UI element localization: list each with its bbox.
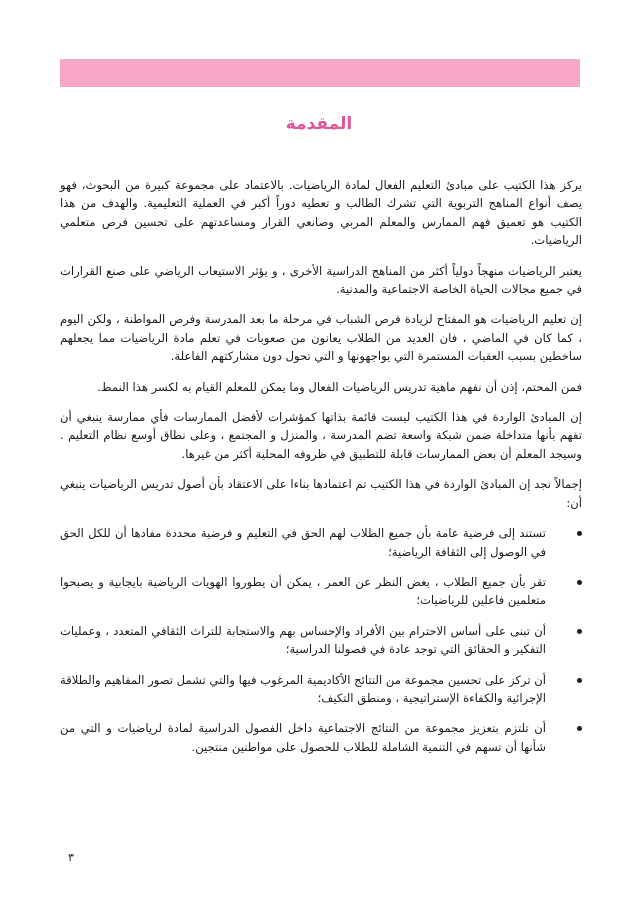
- paragraph: فمن المحتم، إذن أن نفهم ماهية تدريس الرياضيات الفعال وما يمكن للمعلم القيام به لكسر هذا النمط.: [97, 379, 582, 394]
- principles-list: [60, 524, 582, 756]
- paragraph: إجمالاً نجد إن المبادئ الواردة في هذا الكتيب تم اعتمادها بناءا على الاعتقاد بأن أصول تدريس الرياضيات ينبغي أن:: [60, 477, 582, 510]
- list-item: [60, 671, 582, 708]
- body-content: [60, 176, 582, 768]
- list-item: [60, 524, 582, 561]
- list-item-text: أن تركز على تحسين مجموعة من النتائج الأكاديمية المرغوب فيها والتي تشمل تصور المفاهيم والطلاقة الإجرائية والكفاءة الإستراتيجية ، ومنطق التكيف؛: [60, 672, 546, 705]
- list-item-text: أن تلتزم بتعزيز مجموعة من النتائج الاجتماعية داخل الفصول الدراسية لمادة لرياضيات و التي من شأنها أن تسهم في التنمية الشاملة للطلاب للحصول على مواطنين منتجين.: [60, 721, 546, 754]
- bullet-icon: [577, 678, 582, 683]
- list-item-text: تقر بأن جميع الطلاب ، بغض النظر عن العمر ، يمكن أن يطوروا الهويات الرياضية بايجابية و يصبحوا متعلمين فاعلين للرياضيات؛: [60, 574, 546, 608]
- list-item: [60, 573, 582, 610]
- list-item-text: أن تبنى على أساس الاحترام بين الأفراد والإحساس بهم والاستجابة للتراث الثقافي المتعدد ، وعمليات التفكير و الحقائق التي توجد عادة في فصولنا الدراسية؛: [60, 623, 546, 657]
- paragraph: إن تعليم الرياضيات هو المفتاح لزيادة فرص الشباب في مرحلة ما بعد المدرسة وفرص المواطنة ، ولكن اليوم ، كما كان في الماضي ، فان العديد من الطلاب يعانون من صعوبات في تعلم مادة الرياضيات مما يجعلهم ساخطين بسبب العقبات المستمرة التي يواجهونها و التي تحول دون مشاركتهم الفاعلة.: [60, 312, 582, 364]
- bullet-icon: [577, 531, 582, 536]
- paragraph: إن المبادئ الواردة في هذا الكتيب ليست قائمة بذاتها كمؤشرات لأفضل الممارسات فأي ممارسة ينبغي أن تفهم بأنها متداخلة ضمن شبكة واسعة تضم المدرسة ، والمنزل و المجتمع ، وعلى نطاق أوسع نظام التعليم . وسيجد المعلم أن بعض الممارسات قابلة للتطبيق في ظروفه المحلية أكثر من غيرها.: [60, 410, 582, 461]
- page-number: ٣: [68, 851, 74, 864]
- paragraph: يعتبر الرياضيات منهجاً دولياً أكثر من المناهج الدراسية الأخرى ، و يؤثر الاستيعاب الرياضي على صنع القرارات في جميع مجالات الحياة الخاصة الاجتماعية والمدنية.: [60, 263, 582, 297]
- list-item: [60, 719, 582, 756]
- bullet-icon: [577, 580, 582, 585]
- page-title: المقدمة: [285, 114, 353, 134]
- header-band: [60, 59, 580, 87]
- paragraph: يركز هذا الكتيب على مبادئ التعليم الفعال لمادة الرياضيات. بالاعتماد على مجموعة كبيرة من البحوث، فهو يصف أنواع المناهج التربوية التي تشرك الطالب و تعطيه دوراً أكبر في العملية التعليمية. والهدف من هذا الكتيب هو تعميق فهم الممارس والمعلم المربي وصانعي القرار ومساعدتهم على تحسين فرص متعلمي الرياضيات.: [60, 178, 582, 248]
- bullet-icon: [577, 726, 582, 731]
- list-item: [60, 622, 582, 659]
- list-item-text: تستند إلى فرضية عامة بأن جميع الطلاب لهم الحق في التعليم و فرضية محددة مفادها أن للكل الحق في الوصول إلى الثقافة الرياضية؛: [60, 526, 546, 559]
- bullet-icon: [577, 629, 582, 634]
